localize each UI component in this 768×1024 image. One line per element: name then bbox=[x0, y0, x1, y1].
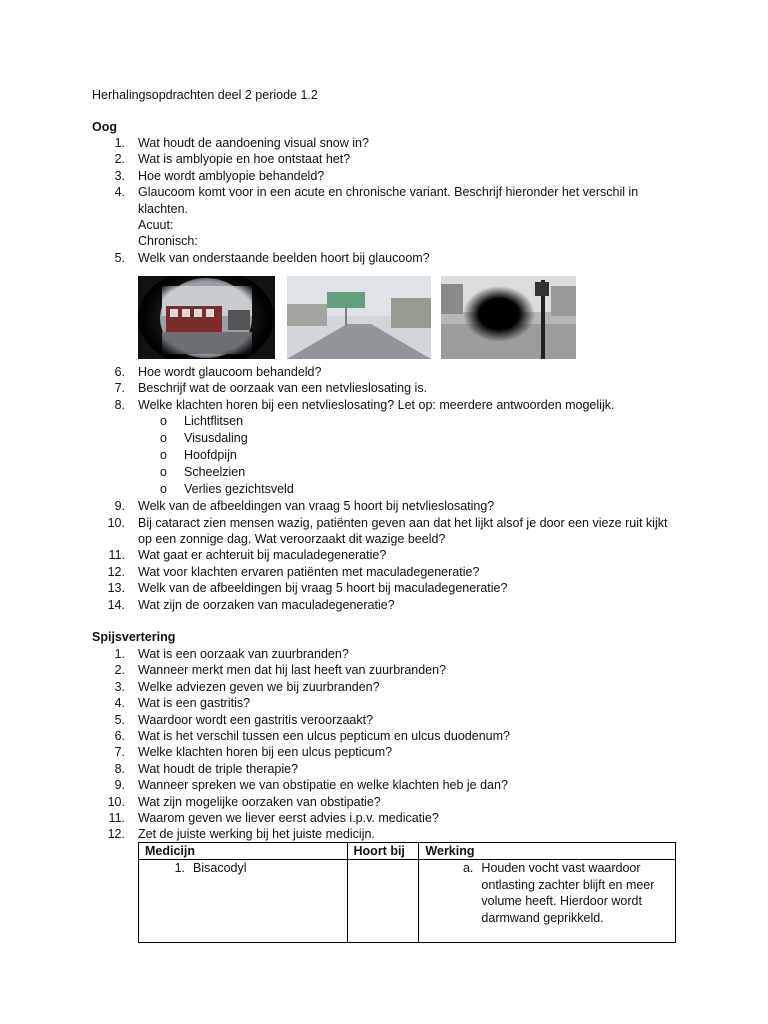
question-text: Welk van onderstaande beelden hoort bij glaucoom? bbox=[138, 250, 430, 265]
list-item: 4. Glaucoom komt voor in een acute en chronische variant. Beschrijf hieronder het verschil in klachten. Acuut: Chronisch: bbox=[92, 184, 682, 250]
list-item: 14. Wat zijn de oorzaken van maculadegeneratie? bbox=[107, 597, 395, 612]
question-list-oog bbox=[92, 135, 682, 266]
list-item: 6. Hoe wordt glaucoom behandeld? bbox=[114, 365, 322, 379]
question-text: Wat gaat er achteruit bij maculadegeneratie? bbox=[138, 548, 387, 563]
question-text: Hoe wordt amblyopie behandeld? bbox=[138, 168, 325, 183]
answer-option: o Hoofdpijn bbox=[160, 448, 237, 463]
question-text: Waardoor wordt een gastritis veroorzaakt? bbox=[138, 712, 374, 727]
answer-option: o Lichtflitsen bbox=[160, 414, 244, 429]
blurred-road-image bbox=[287, 276, 431, 359]
question-text: Wat is een gastritis? bbox=[138, 696, 251, 711]
central-blind-spot-image bbox=[441, 276, 576, 359]
question-text: Welke adviezen geven we bij zuurbranden? bbox=[138, 679, 380, 694]
question-text: Wat voor klachten ervaren patiënten met maculadegeneratie? bbox=[138, 564, 480, 579]
question-text: Zet de juiste werking bij het juiste medicijn. bbox=[138, 827, 375, 842]
question-list-oog-continued bbox=[92, 364, 682, 613]
list-item: 10. Bij cataract zien mensen wazig, patiënten geven aan dat het lijkt alsof je door een vieze ruit kijkt op een zonnige dag. Wat veroorzaakt dit wazige beeld? bbox=[107, 515, 668, 547]
table-header-row bbox=[139, 843, 676, 860]
question-text: Wat is een oorzaak van zuurbranden? bbox=[138, 647, 349, 661]
question-text: Bij cataract zien mensen wazig, patiënten geven aan dat het lijkt alsof je door een vieze ruit kijkt op een zonnige dag. Wat veroorzaakt dit wazige beeld? bbox=[138, 515, 668, 547]
tunnel-vision-image bbox=[138, 276, 275, 359]
medicine-table bbox=[138, 842, 676, 943]
list-item: 7. Beschrijf wat de oorzaak van een netvlieslosating is. bbox=[114, 381, 428, 396]
section-heading-oog: Oog bbox=[92, 120, 117, 134]
answer-label-chronisch: Chronisch: bbox=[138, 234, 198, 249]
list-item: 9. Wanneer spreken we van obstipatie en welke klachten heb je dan? bbox=[114, 778, 508, 793]
list-item: 6. Wat is het verschil tussen een ulcus pepticum en ulcus duodenum? bbox=[114, 729, 510, 744]
column-header-werking: Werking bbox=[419, 843, 676, 860]
list-item: 2. Wanneer merkt men dat hij last heeft van zuurbranden? bbox=[114, 663, 447, 678]
list-item: 5. Waardoor wordt een gastritis veroorzaakt? bbox=[114, 712, 374, 727]
medicine-name: Bisacodyl bbox=[193, 861, 247, 876]
question-text: Waarom geven we liever eerst advies i.p.v. medicatie? bbox=[138, 811, 439, 826]
list-item: 12. Zet de juiste werking bij het juiste medicijn. bbox=[107, 827, 375, 842]
question-text: Wat zijn mogelijke oorzaken van obstipatie? bbox=[138, 794, 381, 809]
column-header-medicijn: Medicijn bbox=[139, 843, 348, 860]
list-item: 2. Wat is amblyopie en hoe ontstaat het? bbox=[114, 152, 351, 167]
list-item: 10. Wat zijn mogelijke oorzaken van obstipatie? bbox=[107, 794, 381, 809]
list-item: 13. Welk van de afbeeldingen bij vraag 5 hoort bij maculadegeneratie? bbox=[107, 581, 508, 596]
list-item: 3. Welke adviezen geven we bij zuurbranden? bbox=[114, 679, 380, 694]
list-item: 11. Wat gaat er achteruit bij maculadegeneratie? bbox=[108, 548, 387, 563]
question-text: Wanneer merkt men dat hij last heeft van zuurbranden? bbox=[138, 663, 447, 678]
list-item: 5. Welk van onderstaande beelden hoort bij glaucoom? bbox=[114, 250, 430, 265]
column-header-hoort-bij: Hoort bij bbox=[347, 843, 419, 860]
question-text: Wanneer spreken we van obstipatie en welke klachten heb je dan? bbox=[138, 778, 508, 793]
list-item: 9. Welk van de afbeeldingen van vraag 5 hoort bij netvlieslosating? bbox=[114, 499, 495, 514]
list-item: 12. Wat voor klachten ervaren patiënten met maculadegeneratie? bbox=[107, 564, 480, 579]
question-text: Wat is het verschil tussen een ulcus pepticum en ulcus duodenum? bbox=[138, 729, 510, 744]
list-item: 1. Wat is een oorzaak van zuurbranden? bbox=[114, 647, 349, 661]
werking-text: Houden vocht vast waardoor ontlasting zachter blijft en meer volume heeft. Hierdoor wordt darmwand geprikkeld. bbox=[481, 861, 655, 925]
image-row bbox=[138, 276, 578, 360]
question-text: Wat zijn de oorzaken van maculadegeneratie? bbox=[138, 597, 395, 612]
question-text: Beschrijf wat de oorzaak van een netvlieslosating is. bbox=[138, 381, 428, 396]
document-title: Herhalingsopdrachten deel 2 periode 1.2 bbox=[92, 88, 318, 102]
section-heading-spijsvertering: Spijsvertering bbox=[92, 630, 176, 644]
question-text: Welke klachten horen bij een ulcus pepticum? bbox=[138, 745, 393, 760]
cell-werking: a. Houden vocht vast waardoor ontlasting zachter blijft en meer volume heeft. Hierdoor wordt darmwand geprikkeld. bbox=[419, 860, 676, 943]
list-item: 4. Wat is een gastritis? bbox=[114, 696, 251, 711]
question-text: Welke klachten horen bij een netvlieslosating? Let op: meerdere antwoorden mogelijk. bbox=[138, 397, 615, 412]
list-item: 8. Welke klachten horen bij een netvlieslosating? Let op: meerdere antwoorden mogelijk. o Lichtflitsen o Visusdaling o Hoofdpijn o Scheelzien o Verlies gezichtsveld bbox=[92, 397, 682, 498]
answer-option: o Scheelzien bbox=[160, 465, 246, 480]
answer-option: o Verlies gezichtsveld bbox=[160, 482, 294, 497]
cell-hoort-bij[interactable] bbox=[347, 860, 419, 943]
answer-label-acuut: Acuut: bbox=[138, 218, 174, 233]
answer-option: o Visusdaling bbox=[160, 431, 248, 446]
cell-medicijn: 1. Bisacodyl bbox=[139, 860, 348, 943]
list-item: 7. Welke klachten horen bij een ulcus pepticum? bbox=[114, 745, 393, 760]
answer-options bbox=[138, 413, 682, 498]
question-text: Welk van de afbeeldingen van vraag 5 hoort bij netvlieslosating? bbox=[138, 499, 495, 514]
list-item: 11. Waarom geven we liever eerst advies i.p.v. medicatie? bbox=[108, 811, 439, 826]
list-item: 1. Wat houdt de aandoening visual snow in? bbox=[114, 136, 369, 150]
list-item: 8. Wat houdt de triple therapie? bbox=[114, 761, 299, 776]
question-list-spijsvertering bbox=[92, 646, 682, 843]
question-text: Welk van de afbeeldingen bij vraag 5 hoort bij maculadegeneratie? bbox=[138, 581, 508, 596]
question-text: Wat houdt de triple therapie? bbox=[138, 761, 299, 776]
list-item: 3. Hoe wordt amblyopie behandeld? bbox=[114, 168, 325, 183]
question-text: Wat is amblyopie en hoe ontstaat het? bbox=[138, 152, 351, 167]
table-row bbox=[139, 860, 676, 943]
question-text: Wat houdt de aandoening visual snow in? bbox=[138, 136, 369, 150]
question-text: Hoe wordt glaucoom behandeld? bbox=[138, 365, 322, 379]
question-text: Glaucoom komt voor in een acute en chronische variant. Beschrijf hieronder het verschil in klachten. bbox=[138, 185, 639, 216]
